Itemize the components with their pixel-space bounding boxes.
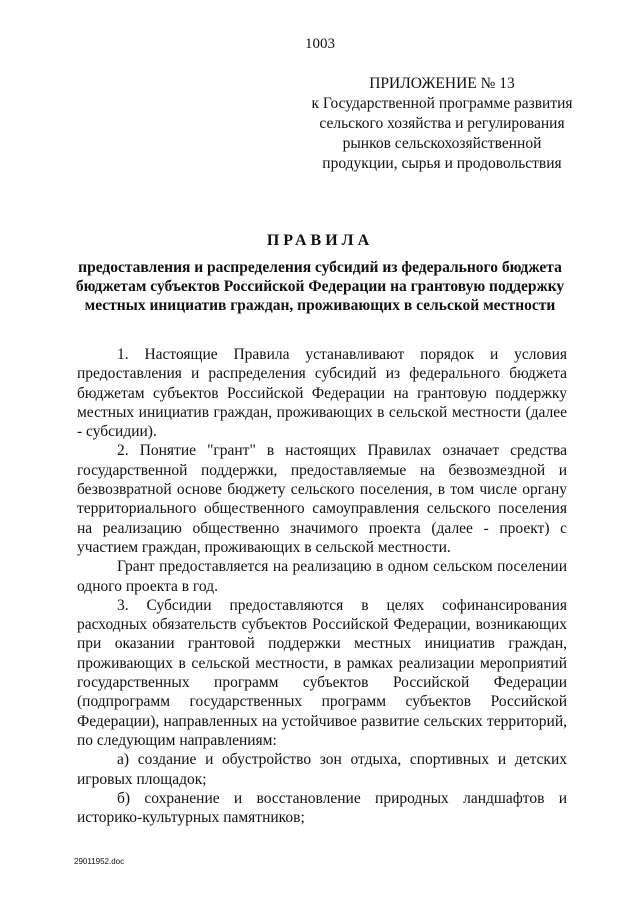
appendix-block (292, 74, 592, 174)
paragraph: 3. Субсидии предоставляются в целях софинансирования расходных обязательств субъектов Российской Федерации, возникающих при оказании грантовой поддержки местных инициатив граждан, проживающих в сельской местности, в рамках реализации мероприятий государственных программ субъектов Российской Федерации (подпрограмм государственных программ субъектов Российской Федерации), направленных на устойчивое развитие сельских территорий, по следующим направлениям: (77, 596, 567, 749)
appendix-line: продукции, сырья и продовольствия (322, 155, 562, 172)
document-body (77, 345, 567, 827)
page-number: 1003 (305, 36, 335, 52)
paragraph: а) создание и обустройство зон отдыха, спортивных и детских игровых площадок; (77, 751, 567, 788)
appendix-title: ПРИЛОЖЕНИЕ № 13 (369, 75, 515, 92)
rules-subtitle: предоставления и распределения субсидий из федерального бюджета бюджетам субъектов Российской Федерации на грантовую поддержку местных инициатив граждан, проживающих в сельской местности (75, 259, 565, 314)
paragraph: 1. Настоящие Правила устанавливают порядок и условия предоставления и распределения субсидий из федерального бюджета бюджетам субъектов Российской Федерации на грантовую поддержку местных инициатив граждан, проживающих в сельской местности (далее - субсидии). (77, 346, 567, 441)
paragraph: б) сохранение и восстановление природных ландшафтов и историко-культурных памятников; (77, 789, 567, 827)
appendix-line: рынков сельскохозяйственной (342, 135, 542, 152)
paragraph: Грант предоставляется на реализацию в одном сельском поселении одного проекта в год. (77, 558, 567, 595)
appendix-line: к Государственной программе развития (311, 95, 573, 112)
paragraph: 2. Понятие "грант" в настоящих Правилах означает средства государственной поддержки, предоставляемые на безвозмездной и безвозвратной основе бюджету сельского поселения, в том числе органу территориального общественного самоуправления сельского поселения на реализацию общественно значимого проекта (далее - проект) с участием граждан, проживающих в сельской местности. (77, 442, 567, 556)
rules-title: ПРАВИЛА (266, 232, 374, 249)
footer-file-name: 29011952.doc (74, 857, 125, 866)
appendix-line: сельского хозяйства и регулирования (319, 115, 565, 132)
